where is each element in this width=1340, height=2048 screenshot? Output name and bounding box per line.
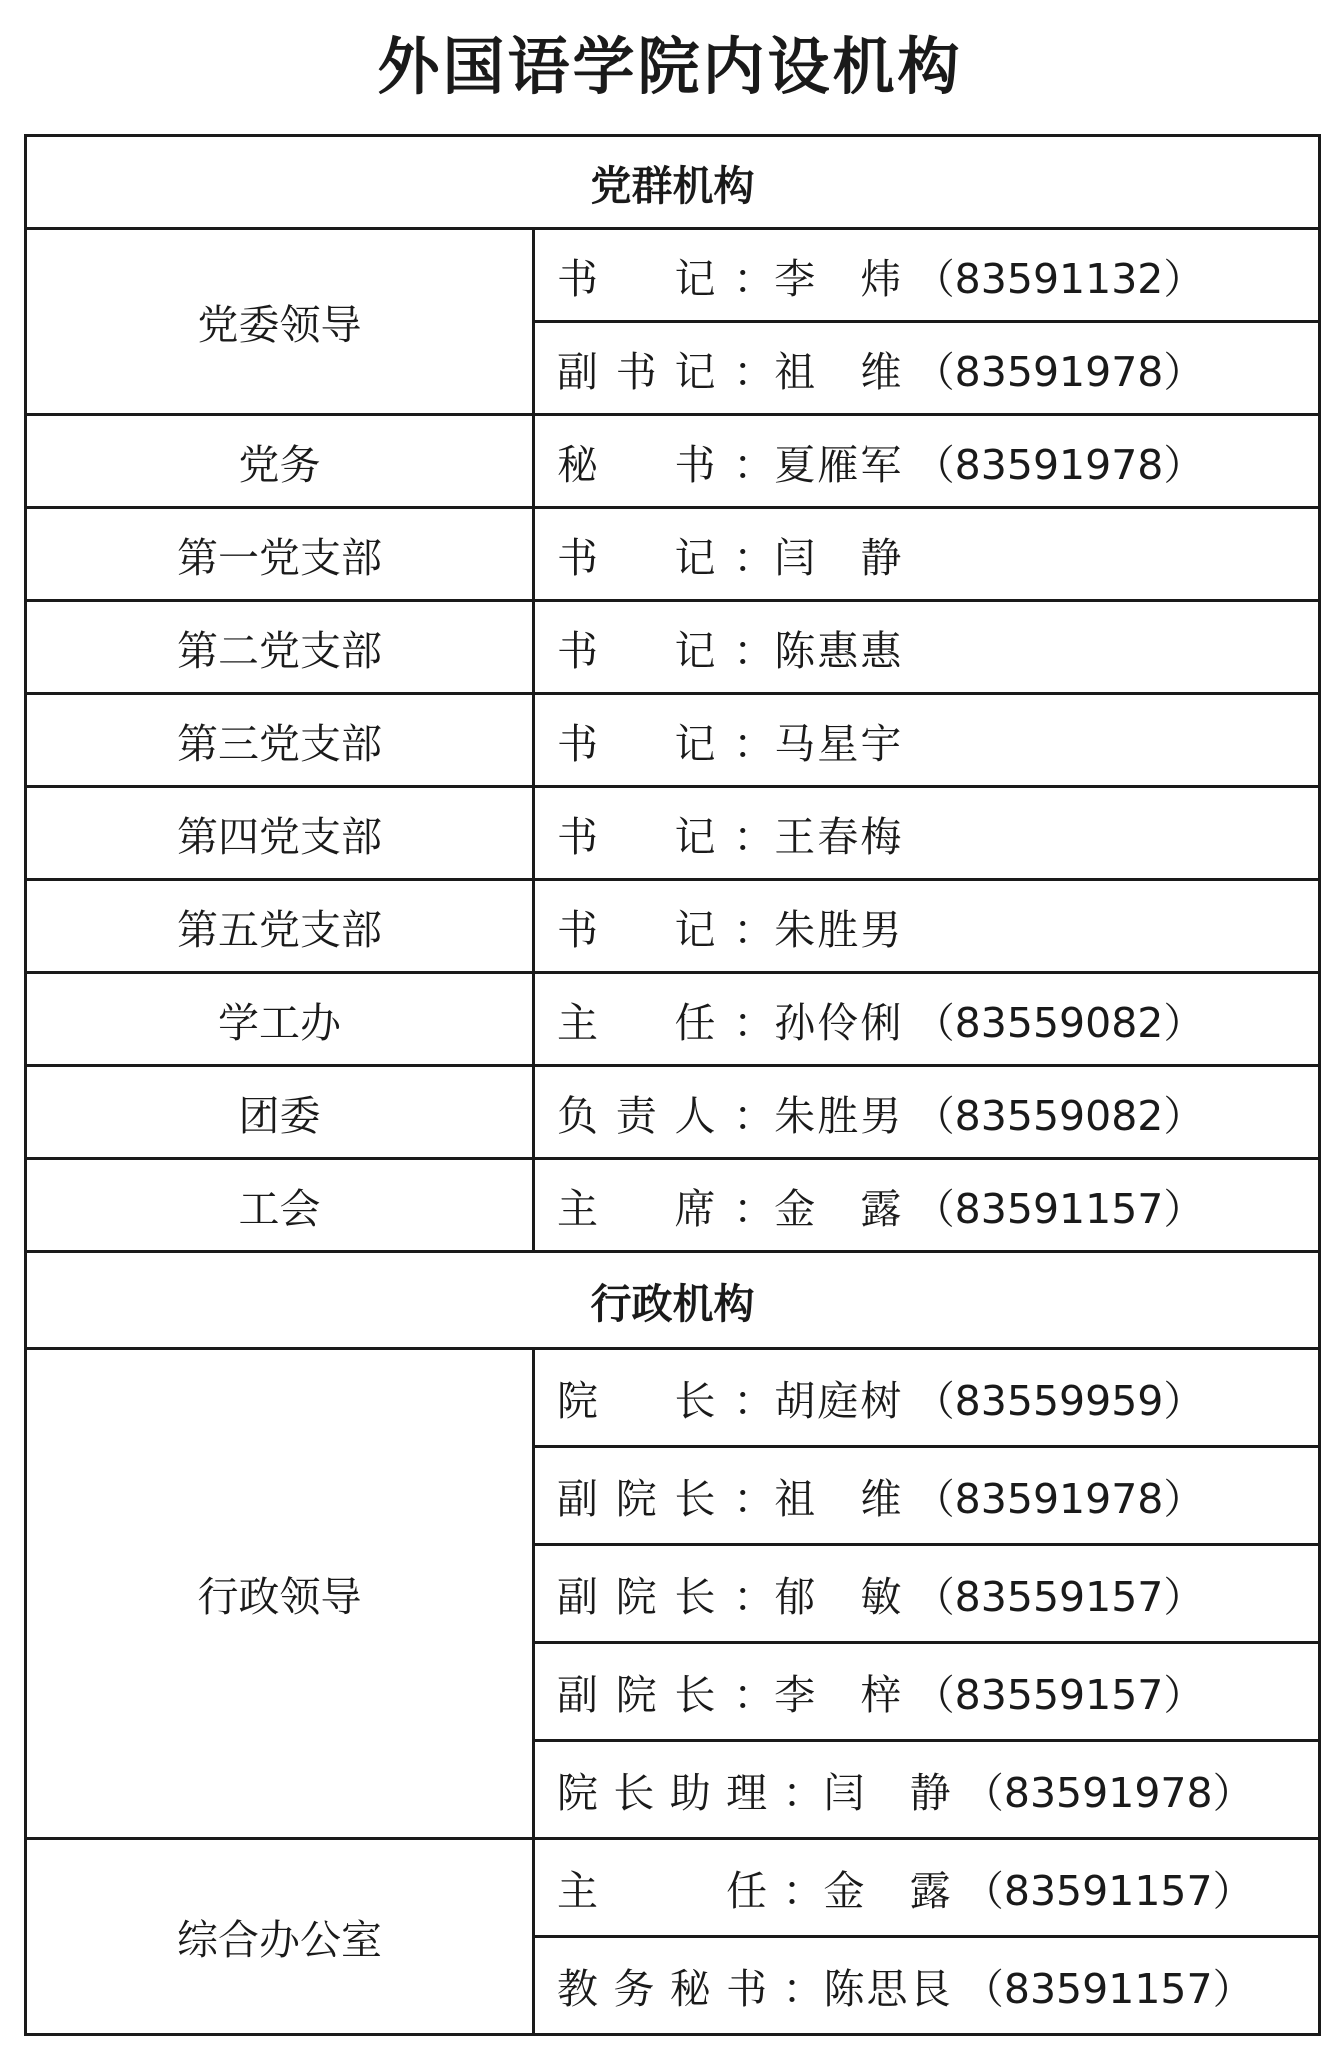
person-name: 朱胜男 [774, 905, 902, 954]
table-row [26, 1349, 1320, 1447]
org-name: 工会 [26, 1159, 534, 1252]
person-title: 院长助理： [557, 1769, 824, 1817]
person-name: 闫 静 [823, 1769, 951, 1817]
person-phone: （83591978） [913, 347, 1205, 396]
person-name: 胡庭树 [774, 1377, 902, 1425]
person-phone: （83591157） [962, 1965, 1254, 2013]
table-row [26, 601, 1320, 694]
person-cell [534, 508, 1320, 601]
person-phone: （83559157） [913, 1573, 1205, 1621]
person-title: 教务秘书： [557, 1965, 824, 2013]
person-cell [534, 1349, 1320, 1447]
person-name: 祖 维 [774, 347, 902, 396]
table-row [26, 787, 1320, 880]
person-phone: （83559959） [913, 1377, 1205, 1425]
person-cell [534, 601, 1320, 694]
person-title: 院 长： [557, 1377, 775, 1425]
person-title: 副院长： [557, 1671, 775, 1719]
person-name: 郁 敏 [774, 1573, 902, 1621]
person-phone: （83591978） [913, 1475, 1205, 1523]
section-heading-party: 党群机构 [26, 136, 1320, 229]
person-title: 书 记： [557, 626, 775, 675]
person-title: 主 任： [557, 998, 775, 1047]
person-name: 马星宇 [774, 719, 902, 768]
person-name: 李 炜 [774, 254, 902, 303]
org-name: 学工办 [26, 973, 534, 1066]
org-name: 第四党支部 [26, 787, 534, 880]
person-phone: （83591132） [913, 254, 1205, 303]
person-cell [534, 1159, 1320, 1252]
person-name: 陈思艮 [823, 1965, 951, 2013]
person-name: 金 露 [774, 1184, 902, 1233]
section-heading-admin: 行政机构 [26, 1252, 1320, 1349]
person-phone: （83591157） [913, 1184, 1205, 1233]
person-title: 书 记： [557, 905, 775, 954]
person-cell [534, 1643, 1320, 1741]
org-name: 第五党支部 [26, 880, 534, 973]
person-cell [534, 694, 1320, 787]
table-row [26, 1839, 1320, 1937]
person-name: 王春梅 [774, 812, 902, 861]
person-name: 金 露 [823, 1867, 951, 1915]
person-name: 闫 静 [774, 533, 902, 582]
person-name: 李 梓 [774, 1671, 902, 1719]
table-row [26, 880, 1320, 973]
person-cell [534, 1937, 1320, 2035]
person-name: 陈惠惠 [774, 626, 902, 675]
person-title: 书 记： [557, 254, 775, 303]
person-name: 孙伶俐 [774, 998, 902, 1047]
person-cell [534, 973, 1320, 1066]
document-title: 外国语学院内设机构 [377, 30, 963, 103]
table-row [26, 1159, 1320, 1252]
org-name: 团委 [26, 1066, 534, 1159]
person-cell [534, 229, 1320, 322]
org-name: 综合办公室 [26, 1839, 534, 2035]
person-cell [534, 415, 1320, 508]
person-title: 负责人： [557, 1091, 775, 1140]
org-name: 第二党支部 [26, 601, 534, 694]
person-phone: （83559157） [913, 1671, 1205, 1719]
person-title: 主 席： [557, 1184, 775, 1233]
person-name: 朱胜男 [774, 1091, 902, 1140]
table-row [26, 694, 1320, 787]
org-name: 党务 [26, 415, 534, 508]
person-cell [534, 1839, 1320, 1937]
person-title: 书 记： [557, 812, 775, 861]
section-header-row [26, 1252, 1320, 1349]
person-phone: （83591157） [962, 1867, 1254, 1915]
org-name: 党委领导 [26, 229, 534, 415]
person-title: 副院长： [557, 1573, 775, 1621]
person-title: 书 记： [557, 719, 775, 768]
person-title: 书 记： [557, 533, 775, 582]
org-name: 行政领导 [26, 1349, 534, 1839]
person-phone: （83559082） [913, 1091, 1205, 1140]
person-cell [534, 1447, 1320, 1545]
person-cell [534, 1066, 1320, 1159]
table-row [26, 415, 1320, 508]
org-name: 第三党支部 [26, 694, 534, 787]
table-row [26, 508, 1320, 601]
person-name: 祖 维 [774, 1475, 902, 1523]
person-cell [534, 1741, 1320, 1839]
person-phone: （83591978） [913, 440, 1205, 489]
table-row [26, 973, 1320, 1066]
person-name: 夏雁军 [774, 440, 902, 489]
org-table [24, 134, 1321, 2036]
person-cell [534, 1545, 1320, 1643]
person-title: 秘 书： [557, 440, 775, 489]
person-title: 副院长： [557, 1475, 775, 1523]
person-cell [534, 787, 1320, 880]
org-name: 第一党支部 [26, 508, 534, 601]
table-row [26, 229, 1320, 322]
person-cell [534, 880, 1320, 973]
table-row [26, 1066, 1320, 1159]
person-title: 主 任： [557, 1867, 824, 1915]
person-title: 副书记： [557, 347, 775, 396]
person-phone: （83591978） [962, 1769, 1254, 1817]
section-header-row [26, 136, 1320, 229]
person-phone: （83559082） [913, 998, 1205, 1047]
person-cell [534, 322, 1320, 415]
